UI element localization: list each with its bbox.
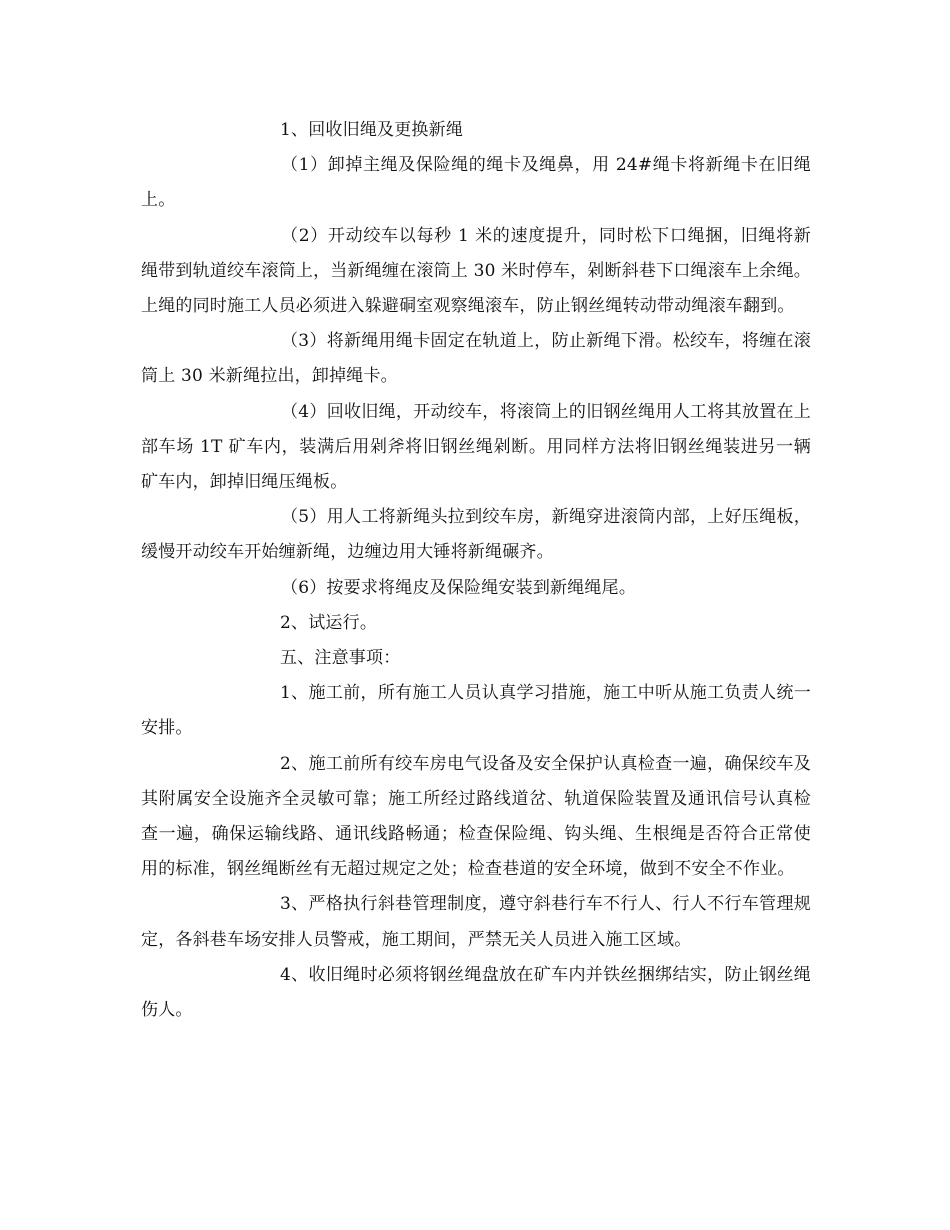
precaution-3-paragraph: 3、严格执行斜巷管理制度，遵守斜巷行车不行人、行人不行车管理规定，各斜巷车场安排人员警戒，施工期间，严禁无关人员进入施工区域。 — [141, 894, 811, 950]
step-2-paragraph: （2）开动绞车以每秒 1 米的速度提升，同时松下口绳捆，旧绳将新绳带到轨道绞车滚筒上，当新绳缠在滚筒上 30 米时停车，剁断斜巷下口绳滚车上余绳。上绳的同时施工人员必须进入躲避硐室观察绳滚车，防止钢丝绳转动带动绳滚车翻到。 — [141, 225, 811, 317]
step-5-paragraph: （5）用人工将新绳头拉到绞车房，新绳穿进滚筒内部，上好压绳板，缓慢开动绞车开始缠新绳，边缠边用大锤将新绳碾齐。 — [141, 507, 811, 563]
precaution-2-paragraph: 2、施工前所有绞车房电气设备及安全保护认真检查一遍，确保绞车及其附属安全设施齐全灵敏可靠；施工所经过路线道岔、轨道保险装置及通讯信号认真检查一遍，确保运输线路、通讯线路畅通；检查保险绳、钩头绳、生根绳是否符合正常使用的标准，钢丝绳断丝有无超过规定之处；检查巷道的安全环境，做到不安全不作业。 — [141, 753, 811, 880]
step-6-paragraph: （6）按要求将绳皮及保险绳安装到新绳绳尾。 — [281, 577, 637, 598]
step-4-paragraph: （4）回收旧绳，开动绞车，将滚筒上的旧钢丝绳用人工将其放置在上部车场 1T 矿车内，装满后用剁斧将旧钢丝绳剁断。用同样方法将旧钢丝绳装进另一辆矿车内，卸掉旧绳压绳板。 — [141, 401, 811, 493]
step-1-paragraph: （1）卸掉主绳及保险绳的绳卡及绳鼻，用 24#绳卡将新绳卡在旧绳上。 — [141, 155, 811, 211]
step-3-paragraph: （3）将新绳用绳卡固定在轨道上，防止新绳下滑。松绞车，将缠在滚筒上 30 米新绳拉出，卸掉绳卡。 — [141, 331, 811, 387]
section-heading-replace-rope: 1、回收旧绳及更换新绳 — [280, 120, 464, 140]
document-body — [141, 113, 811, 1028]
precaution-4-paragraph: 4、收旧绳时必须将钢丝绳盘放在矿车内并铁丝捆绑结实，防止钢丝绳伤人。 — [141, 964, 811, 1021]
section-heading-precautions: 五、注意事项： — [280, 648, 401, 669]
precaution-1-paragraph: 1、施工前，所有施工人员认真学习措施，施工中听从施工负责人统一安排。 — [141, 683, 811, 739]
section-heading-trial-run: 2、试运行。 — [280, 612, 378, 633]
